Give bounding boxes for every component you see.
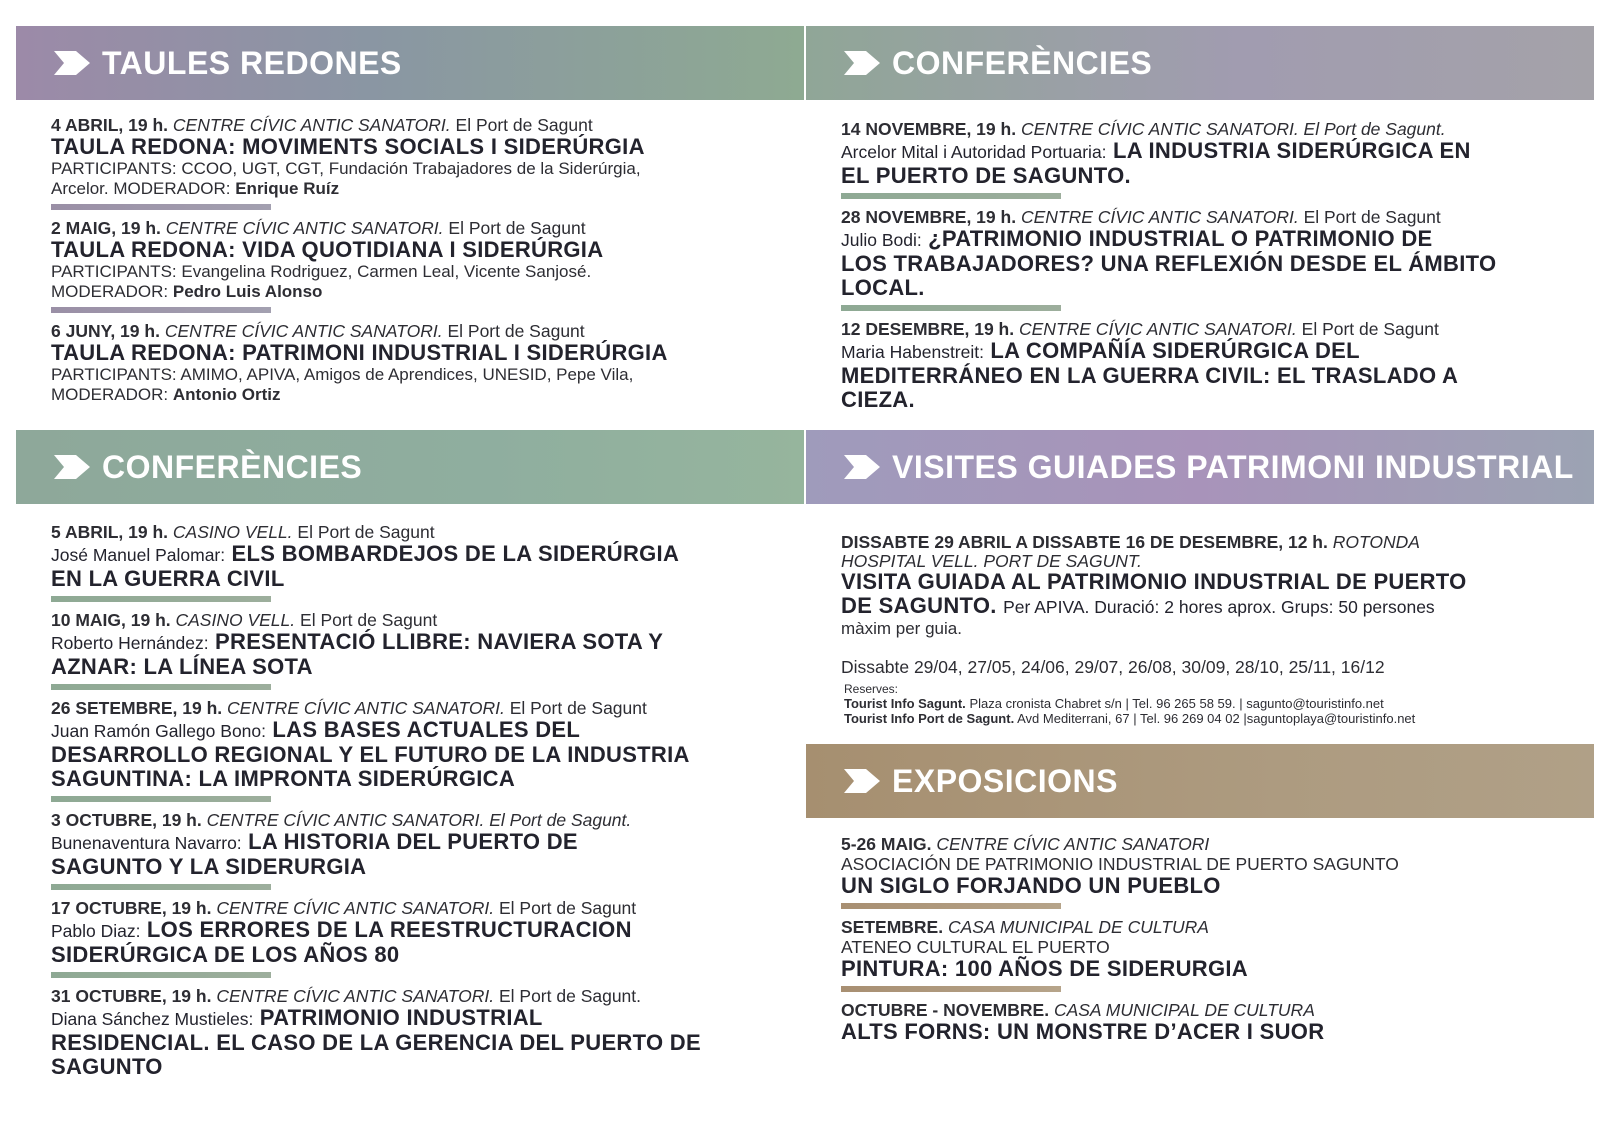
section-header-conferencies: [16, 430, 804, 504]
divider: [841, 305, 1061, 311]
visites-block: [806, 532, 1581, 726]
event-place: El Port de Sagunt: [297, 522, 435, 542]
conferencies-list: [806, 100, 1594, 412]
event-title: DE SAGUNTO.: [841, 593, 997, 618]
section-title: CONFERÈNCIES: [102, 448, 363, 485]
event-date: 5 ABRIL, 19 h.: [51, 522, 169, 542]
event-date: 6 JUNY, 19 h.: [51, 321, 160, 341]
section-header-conferencies: [806, 26, 1594, 100]
event-venue: CENTRE CÍVIC ANTIC SANATORI.: [165, 218, 444, 238]
section-title: CONFERÈNCIES: [892, 44, 1153, 81]
event-date: OCTUBRE - NOVEMBRE.: [841, 1000, 1050, 1020]
event-venue: CENTRE CÍVIC ANTIC SANATORI: [936, 834, 1210, 854]
section-header-taules: [16, 26, 804, 100]
event-title: PINTURA: 100 AÑOS DE SIDERURGIA: [841, 956, 1248, 981]
event-speaker: José Manuel Palomar:: [51, 545, 226, 565]
event-venue: CENTRE CÍVIC ANTIC SANATORI. El Port de Sagunt.: [1020, 119, 1446, 139]
event-participants: Arcelor. MODERADOR:: [51, 179, 231, 198]
list-item: [51, 810, 701, 890]
section-title: EXPOSICIONS: [892, 762, 1118, 799]
event-venue: CENTRE CÍVIC ANTIC SANATORI.: [1019, 319, 1297, 339]
list-item: [51, 986, 701, 1079]
event-speaker: Bunenaventura Navarro:: [51, 833, 242, 853]
event-title: VISITA GUIADA AL PATRIMONIO INDUSTRIAL DE PUERTO: [841, 569, 1467, 594]
exposicions-list: [806, 834, 1399, 1052]
event-title: LA HISTORIA DEL PUERTO DE: [248, 829, 578, 854]
office-info: Plaza cronista Chabret s/n | Tel. 96 265 58 59. | sagunto@touristinfo.net: [969, 696, 1384, 711]
event-details: màxim per guia.: [841, 619, 962, 638]
event-date: DISSABTE 29 ABRIL A DISSABTE 16 DE DESEMBRE, 12 h.: [841, 532, 1328, 552]
event-title: LOS TRABAJADORES? UNA REFLEXIÓN DESDE EL ÁMBITO: [841, 251, 1497, 276]
event-title: ALTS FORNS: UN MONSTRE D’ACER I SUOR: [841, 1019, 1325, 1044]
section-header-exposicions: [806, 744, 1594, 818]
event-title: MEDITERRÁNEO EN LA GUERRA CIVIL: EL TRASLADO A: [841, 363, 1459, 388]
event-title: TAULA REDONA: MOVIMENTS SOCIALS I SIDERÚRGIA: [51, 134, 645, 159]
event-place: El Port de Sagunt: [448, 218, 586, 238]
event-moderator: Enrique Ruíz: [235, 179, 340, 198]
event-moderator: Pedro Luis Alonso: [172, 282, 323, 301]
arrow-right-icon: [842, 766, 882, 796]
event-date: 5-26 MAIG.: [841, 834, 932, 854]
event-participants: PARTICIPANTS: Evangelina Rodriguez, Carmen Leal, Vicente Sanjosé.: [51, 262, 592, 281]
office-info: Avd Mediterrani, 67 | Tel. 96 269 04 02 |saguntoplaya@touristinfo.net: [1017, 711, 1416, 726]
event-place: El Port de Sagunt: [447, 321, 585, 341]
divider: [841, 903, 1061, 909]
list-item: [841, 834, 1399, 909]
left-column: [16, 0, 804, 1079]
event-title: TAULA REDONA: PATRIMONI INDUSTRIAL I SIDERÚRGIA: [51, 340, 668, 365]
divider: [51, 596, 271, 602]
visit-dates: Dissabte 29/04, 27/05, 24/06, 29/07, 26/08, 30/09, 28/10, 25/11, 16/12: [841, 657, 1385, 677]
event-participants: PARTICIPANTS: AMIMO, APIVA, Amigos de Aprendices, UNESID, Pepe Vila,: [51, 365, 634, 384]
list-item: [51, 898, 701, 978]
section-header-visites: [806, 430, 1594, 504]
event-date: 31 OCTUBRE, 19 h.: [51, 986, 212, 1006]
event-date: 10 MAIG, 19 h.: [51, 610, 171, 630]
event-venue: CASA MUNICIPAL DE CULTURA: [1053, 1000, 1315, 1020]
event-title: AZNAR: LA LÍNEA SOTA: [51, 654, 313, 679]
event-place: El Port de Sagunt: [300, 610, 438, 630]
event-date: 26 SETEMBRE, 19 h.: [51, 698, 223, 718]
divider: [51, 204, 271, 210]
event-title: PATRIMONIO INDUSTRIAL: [259, 1005, 543, 1030]
list-item: [841, 917, 1399, 992]
event-venue: ROTONDA: [1332, 532, 1420, 552]
list-item: [51, 698, 701, 802]
right-column: [806, 0, 1594, 1044]
event-venue: CENTRE CÍVIC ANTIC SANATORI.: [227, 698, 505, 718]
event-place: El Port de Sagunt: [498, 898, 637, 918]
list-item: [841, 207, 1594, 311]
event-title: PRESENTACIÓ LLIBRE: NAVIERA SOTA Y: [215, 629, 664, 654]
list-item: [51, 115, 804, 210]
list-item: [51, 522, 701, 602]
event-speaker: Pablo Diaz:: [51, 921, 141, 941]
event-speaker: Julio Bodi:: [841, 230, 922, 250]
divider: [51, 884, 271, 890]
divider: [841, 986, 1061, 992]
event-organizer: ATENEO CULTURAL EL PUERTO: [841, 937, 1110, 957]
event-place: El Port de Sagunt.: [498, 986, 642, 1006]
event-date: 28 NOVEMBRE, 19 h.: [841, 207, 1017, 227]
event-place: El Port de Sagunt: [1303, 207, 1441, 227]
section-title: TAULES REDONES: [102, 44, 402, 81]
list-item: [51, 610, 701, 690]
event-speaker: Arcelor Mital i Autoridad Portuaria:: [841, 142, 1107, 162]
event-date: 17 OCTUBRE, 19 h.: [51, 898, 212, 918]
divider: [51, 684, 271, 690]
event-title: ELS BOMBARDEJOS DE LA SIDERÚRGIA: [231, 541, 680, 566]
event-title: LAS BASES ACTUALES DEL: [272, 717, 581, 742]
divider: [51, 972, 271, 978]
divider: [841, 193, 1061, 199]
section-title: VISITES GUIADES PATRIMONI INDUSTRIAL: [892, 448, 1574, 485]
event-title: DESARROLLO REGIONAL Y EL FUTURO DE LA INDUSTRIA: [51, 742, 690, 767]
list-item: [841, 119, 1594, 199]
event-speaker: Roberto Hernández:: [51, 633, 209, 653]
list-item: [51, 218, 804, 313]
divider: [51, 796, 271, 802]
event-date: 2 MAIG, 19 h.: [51, 218, 161, 238]
event-title: SAGUNTO: [51, 1054, 163, 1079]
conferencies-list: [16, 522, 701, 1087]
arrow-right-icon: [842, 452, 882, 482]
event-venue: CENTRE CÍVIC ANTIC SANATORI.: [172, 115, 451, 135]
event-date: 3 OCTUBRE, 19 h.: [51, 810, 202, 830]
event-date: 4 ABRIL, 19 h.: [51, 115, 169, 135]
event-title: UN SIGLO FORJANDO UN PUEBLO: [841, 873, 1221, 898]
office-name: Tourist Info Port de Sagunt.: [844, 711, 1015, 726]
event-title: SIDERÚRGICA DE LOS AÑOS 80: [51, 942, 400, 967]
event-venue: CENTRE CÍVIC ANTIC SANATORI. El Port de Sagunt.: [206, 810, 632, 830]
event-venue: CENTRE CÍVIC ANTIC SANATORI.: [1020, 207, 1299, 227]
divider: [51, 307, 271, 313]
event-date: 14 NOVEMBRE, 19 h.: [841, 119, 1017, 139]
event-title: LOS ERRORES DE LA REESTRUCTURACION: [146, 917, 632, 942]
office-name: Tourist Info Sagunt.: [844, 696, 966, 711]
event-speaker: Juan Ramón Gallego Bono:: [51, 721, 266, 741]
list-item: [51, 321, 804, 405]
event-title: LA INDUSTRIA SIDERÚRGICA EN: [1112, 138, 1471, 163]
event-title: CIEZA.: [841, 387, 915, 412]
event-title: SAGUNTO Y LA SIDERURGIA: [51, 854, 367, 879]
event-place: El Port de Sagunt: [455, 115, 593, 135]
event-venue: CASINO VELL.: [172, 522, 293, 542]
event-speaker: Diana Sánchez Mustieles:: [51, 1009, 254, 1029]
event-venue: CENTRE CÍVIC ANTIC SANATORI.: [216, 898, 495, 918]
event-title: LOCAL.: [841, 275, 925, 300]
event-venue: CASINO VELL.: [175, 610, 296, 630]
list-item: [841, 319, 1594, 412]
reserves-label: Reserves:: [844, 682, 899, 696]
list-item: [841, 1000, 1399, 1044]
event-venue: HOSPITAL VELL. PORT DE SAGUNT.: [841, 551, 1142, 571]
event-venue: CASA MUNICIPAL DE CULTURA: [947, 917, 1209, 937]
event-organizer: ASOCIACIÓN DE PATRIMONIO INDUSTRIAL DE PUERTO SAGUNTO: [841, 854, 1399, 874]
event-participants: MODERADOR:: [51, 385, 169, 404]
arrow-right-icon: [52, 452, 92, 482]
taules-list: [16, 100, 804, 405]
event-participants: MODERADOR:: [51, 282, 169, 301]
event-details: Per APIVA. Duració: 2 hores aprox. Grups: 50 persones: [1003, 597, 1435, 617]
event-title: SAGUNTINA: LA IMPRONTA SIDERÚRGICA: [51, 766, 516, 791]
event-title: ¿PATRIMONIO INDUSTRIAL O PATRIMONIO DE: [928, 226, 1433, 251]
event-title: TAULA REDONA: VIDA QUOTIDIANA I SIDERÚRGIA: [51, 237, 604, 262]
event-title: LA COMPAÑÍA SIDERÚRGICA DEL: [990, 338, 1360, 363]
event-title: RESIDENCIAL. EL CASO DE LA GERENCIA DEL PUERTO DE: [51, 1030, 701, 1055]
event-venue: CENTRE CÍVIC ANTIC SANATORI.: [164, 321, 443, 341]
event-venue: CENTRE CÍVIC ANTIC SANATORI.: [216, 986, 495, 1006]
event-speaker: Maria Habenstreit:: [841, 342, 984, 362]
arrow-right-icon: [52, 48, 92, 78]
event-place: El Port de Sagunt: [1301, 319, 1439, 339]
event-place: El Port de Sagunt: [509, 698, 647, 718]
event-title: EN LA GUERRA CIVIL: [51, 566, 285, 591]
arrow-right-icon: [842, 48, 882, 78]
event-title: EL PUERTO DE SAGUNTO.: [841, 163, 1131, 188]
event-date: SETEMBRE.: [841, 917, 944, 937]
event-participants: PARTICIPANTS: CCOO, UGT, CGT, Fundación Trabajadores de la Siderúrgia,: [51, 159, 641, 178]
event-date: 12 DESEMBRE, 19 h.: [841, 319, 1015, 339]
event-moderator: Antonio Ortiz: [172, 385, 281, 404]
